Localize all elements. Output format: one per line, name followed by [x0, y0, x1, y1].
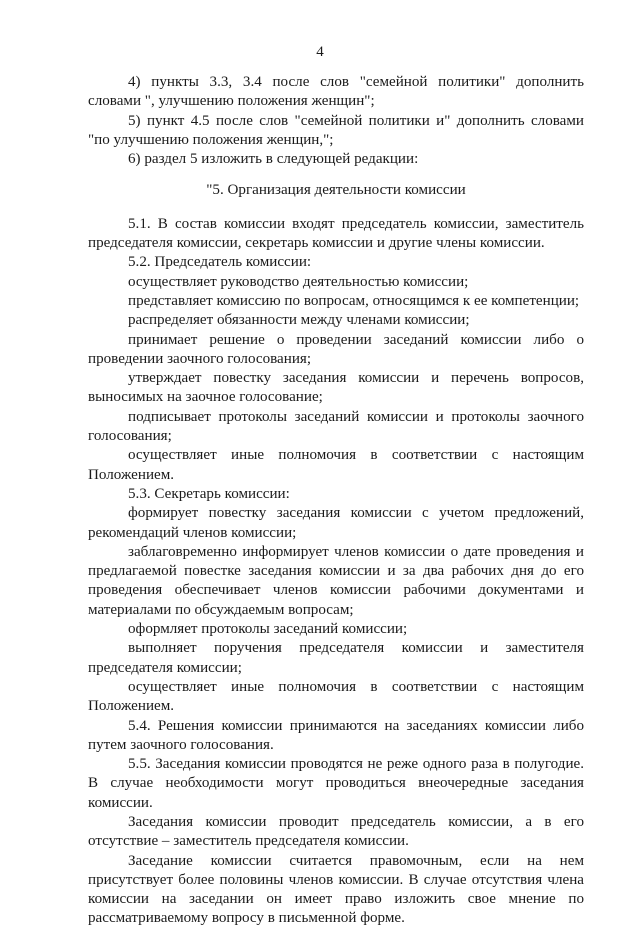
clause-5-1: 5.1. В состав комиссии входят председатель комиссии, заместитель председателя комиссии, секретарь комиссии и другие члены комиссии. [88, 215, 584, 252]
secretary-duty-5: осуществляет иные полномочия в соответствии с настоящим Положением. [88, 678, 584, 715]
clause-5-5: 5.5. Заседания комиссии проводятся не реже одного раза в полугодие. В случае необходимости могут проводиться внеочередные заседания комиссии. [88, 756, 584, 811]
secretary-duty-1: формирует повестку заседания комиссии с учетом предложений, рекомендаций членов комиссии; [88, 505, 584, 541]
secretary-duty-3: оформляет протоколы заседаний комиссии; [128, 621, 408, 638]
chairman-duty-4: принимает решение о проведении заседаний комиссии либо о проведении заочного голосования; [88, 331, 584, 367]
chairman-duty-6: подписывает протоколы заседаний комиссии и протоколы заочного голосования; [88, 408, 584, 445]
chairman-duty-7: осуществляет иные полномочия в соответствии с настоящим Положением. [88, 447, 584, 483]
secretary-duty-4: выполняет поручения председателя комиссии и заместителя председателя комиссии; [88, 640, 584, 676]
clause-5-2-title: 5.2. Председатель комиссии: [128, 254, 312, 271]
page-number: 4 [316, 44, 324, 60]
paragraph-item-4: 4) пункты 3.3, 3.4 после слов "семейной политики" дополнить словами ", улучшению положения женщин"; [88, 74, 584, 110]
clause-5-4: 5.4. Решения комиссии принимаются на заседаниях комиссии либо путем заочного голосования. [88, 717, 584, 753]
paragraph-item-5: 5) пункт 4.5 после слов "семейной политики и" дополнить словами "по улучшению положения женщин,"; [88, 112, 584, 148]
clause-5-3-title: 5.3. Секретарь комиссии: [128, 485, 290, 502]
chairman-duty-3: распределяет обязанности между членами комиссии; [128, 312, 470, 329]
chairman-duty-2: представляет комиссию по вопросам, относящимся к ее компетенции; [128, 292, 580, 309]
meeting-chair-paragraph: Заседания комиссии проводит председатель комиссии, а в его отсутствие – заместитель председателя комиссии. [88, 813, 584, 850]
quorum-paragraph: Заседание комиссии считается правомочным, если на нем присутствует более половины членов комиссии. В случае отсутствия члена комиссии на заседании он имеет право изложить свое мнение по рассматриваемому вопросу в письменной форме. [88, 852, 584, 927]
paragraph-item-6: 6) раздел 5 изложить в следующей редакции: [128, 151, 419, 168]
chairman-duty-5: утверждает повестку заседания комиссии и перечень вопросов, выносимых на заочное голосование; [88, 370, 584, 406]
chairman-duty-1: осуществляет руководство деятельностью комиссии; [128, 273, 469, 290]
section-heading: "5. Организация деятельности комиссии [206, 182, 466, 199]
document-body [88, 73, 584, 929]
secretary-duty-2: заблаговременно информирует членов комиссии о дате проведения и предлагаемой повестке заседания комиссии и за два рабочих дня до его проведения обеспечивает членов комиссии рабочими документами и материалами по обсуждаемым вопросам; [88, 543, 584, 618]
